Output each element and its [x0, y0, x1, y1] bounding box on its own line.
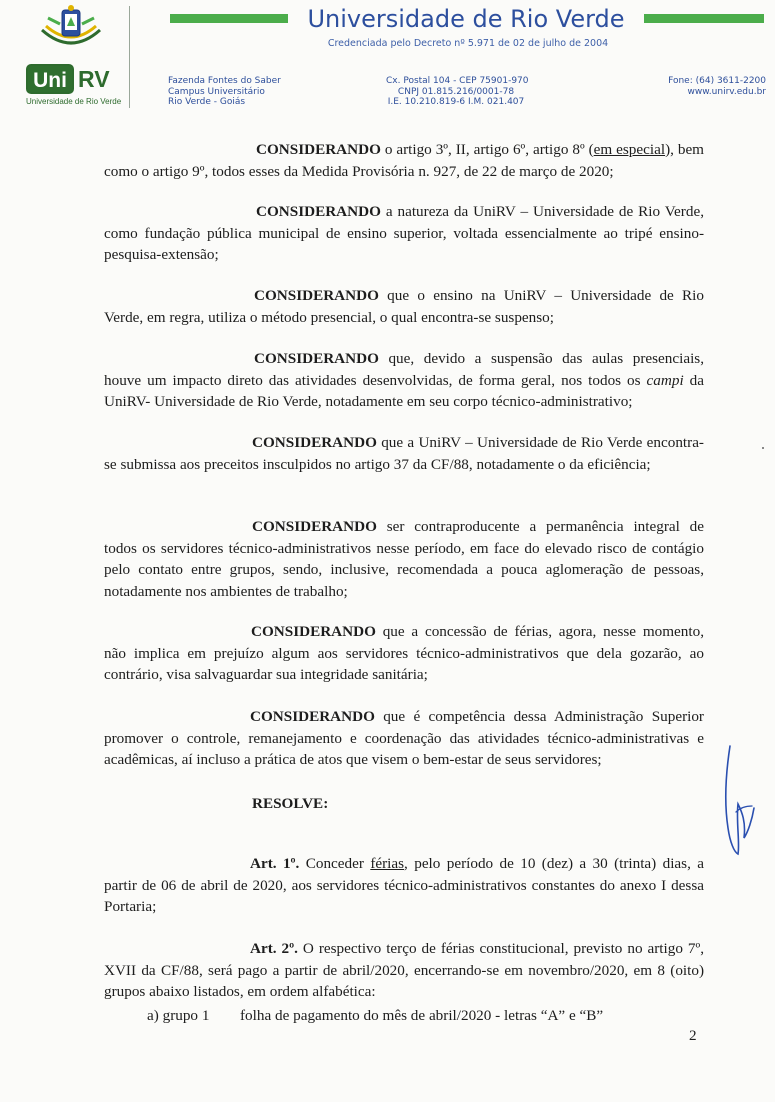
considerando-paragraph	[104, 621, 704, 686]
paragraph-text: que é competência dessa Administração Superior promover o controle, remanejamento e coordenação das atividades técnico-administrativas e acadêmicas, aí incluso a prática de atos que visem o bem-estar de seus servidores;	[104, 708, 704, 768]
green-bar-left	[170, 14, 288, 23]
postal-line: Cx. Postal 104 - CEP 75901-970	[386, 76, 529, 86]
logo-rv-text: RV	[78, 66, 110, 92]
list-item-text: folha de pagamento do mês de abril/2020 - letras “A” e “B”	[240, 1007, 604, 1024]
considerando-paragraph	[104, 201, 704, 266]
website-url: www.unirv.edu.br	[687, 86, 766, 97]
underlined-text: em especial	[593, 141, 666, 158]
paragraph-text: que o ensino na UniRV – Universidade de Rio Verde, em regra, utiliza o método presencial, o qual encontra-se suspenso;	[104, 287, 704, 326]
article-label: Art. 2º.	[250, 940, 298, 957]
green-bar-right	[644, 14, 764, 23]
scan-speck	[762, 447, 764, 449]
page-number: 2	[689, 1027, 697, 1044]
institution-name: Universidade de Rio Verde	[307, 5, 625, 33]
article-label: Art. 1º.	[250, 855, 300, 872]
paragraph-text: o artigo 3º, II, artigo 6º, artigo 8º (	[380, 141, 594, 158]
address-line: Rio Verde - Goiás	[168, 97, 246, 107]
letterhead	[0, 0, 775, 118]
postal-registry-block	[386, 76, 529, 108]
accreditation-decree: Credenciada pelo Decreto nº 5.971 de 02 de julho de 2004	[327, 38, 609, 49]
university-crest-logo	[36, 4, 106, 52]
considerando-keyword: CONSIDERANDO	[251, 623, 376, 640]
list-item-label: a) grupo 1	[147, 1007, 210, 1024]
paragraph-text: que a UniRV – Universidade de Rio Verde encontra-se submissa aos preceitos insculpidos no artigo 37 da CF/88, notadamente o da eficiência;	[104, 434, 704, 473]
underlined-text: férias	[370, 855, 405, 872]
paragraph-text: da UniRV- Universidade de Rio Verde, notadamente em seu corpo técnico-administrativo;	[104, 371, 704, 410]
logo-uni-text: Uni	[26, 64, 74, 94]
considerando-keyword: CONSIDERANDO	[256, 141, 381, 158]
considerando-keyword: CONSIDERANDO	[254, 287, 379, 304]
considerando-keyword: CONSIDERANDO	[250, 708, 375, 725]
article-paragraph	[104, 853, 704, 918]
considerando-paragraph	[104, 348, 704, 413]
considerando-keyword: CONSIDERANDO	[254, 350, 379, 367]
article-paragraph	[104, 938, 704, 1003]
contact-block	[630, 76, 766, 97]
considerando-keyword: CONSIDERANDO	[256, 203, 381, 220]
paragraph-text: , pelo período de 10 (dez) a 30 (trinta) dias, a partir de 06 de abril de 2020, aos servidores técnico-administrativos constantes do anexo I dessa Portaria;	[104, 855, 704, 915]
logo-subtitle: Universidade de Rio Verde	[26, 97, 122, 106]
italic-text: campi	[646, 371, 684, 389]
considerando-paragraph	[104, 516, 704, 602]
address-line: Campus Universitário	[168, 86, 265, 97]
handwritten-initials-signature	[718, 742, 758, 858]
considerando-paragraph	[104, 139, 704, 182]
paragraph-text: O respectivo terço de férias constitucional, previsto no artigo 7º, XVII da CF/88, será pago a partir de abril/2020, encerrando-se em novembro/2020, em 8 (oito) grupos abaixo listados, em ordem alfabética:	[104, 940, 704, 1000]
address-line: Fazenda Fontes do Saber	[168, 76, 281, 86]
paragraph-text: ), bem como o artigo 9º, todos esses da Medida Provisória n. 927, de 22 de março de 2020;	[104, 141, 704, 180]
paragraph-text: Conceder	[299, 855, 371, 872]
address-block	[168, 76, 281, 108]
paragraph-text: ser contraproducente a permanência integral de todos os servidores técnico-administrativos nesse período, em face do elevado risco de contágio pelo contato entre grupos, sendo, inclusive, recomendada a pouca aglomeração de pessoas, notadamente nos ambientes de trabalho;	[104, 518, 704, 600]
considerando-paragraph	[104, 285, 704, 328]
paragraph-text: a natureza da UniRV – Universidade de Rio Verde, como fundação pública municipal de ensino superior, voltada essencialmente ao tripé ensino-pesquisa-extensão;	[104, 203, 704, 263]
paragraph-text: que, devido a suspensão das aulas presenciais, houve um impacto direto das atividades desenvolvidas, de forma geral, nos todos os	[104, 350, 704, 389]
phone-number: Fone: (64) 3611-2200	[668, 76, 766, 86]
unirv-logo	[26, 64, 120, 112]
considerando-keyword: CONSIDERANDO	[252, 518, 377, 535]
paragraph-text: que a concessão de férias, agora, nesse momento, não implica em prejuízo algum aos servidores técnico-administrativos que dela gozarão, ao contrário, visa salvaguardar sua integridade sanitária;	[104, 623, 704, 683]
header-divider	[129, 6, 130, 108]
cnpj-line: CNPJ 01.815.216/0001-78	[397, 86, 515, 97]
considerando-keyword: CONSIDERANDO	[252, 434, 377, 451]
resolve-heading: RESOLVE:	[252, 795, 329, 812]
list-item	[147, 1007, 604, 1025]
registration-line: I.E. 10.210.819-6 I.M. 021.407	[387, 97, 525, 107]
considerando-paragraph	[104, 706, 704, 771]
considerando-paragraph	[104, 432, 704, 475]
